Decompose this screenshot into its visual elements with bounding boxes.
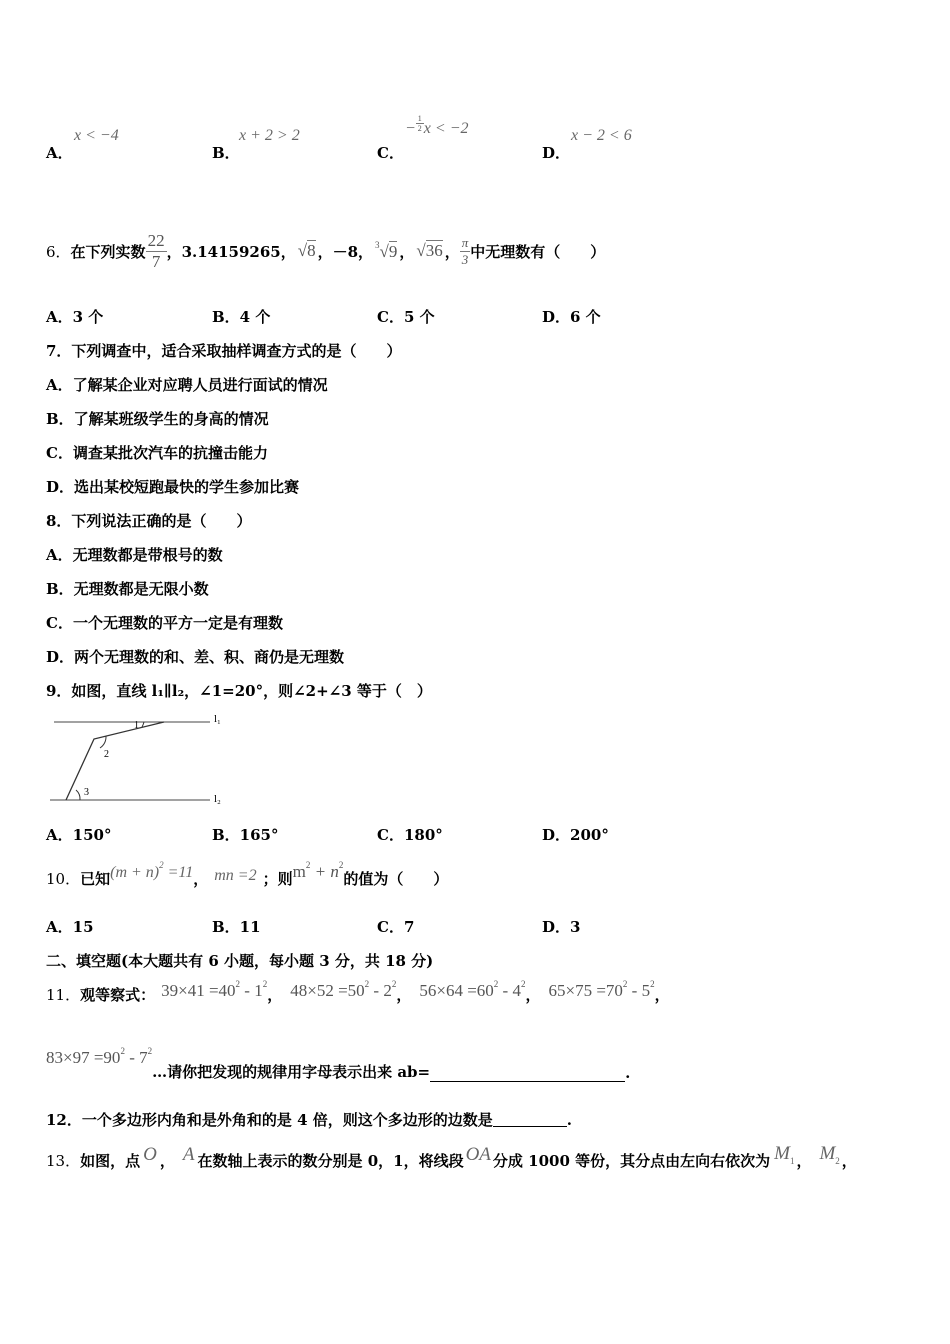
q11-continued: $83\times 97 =90^2 - 7^2$ …请你把发现的规律用字母表示出来 ab= . [46, 1046, 631, 1082]
q5-option-d-label: D． [542, 144, 571, 162]
q8-option-d: D．两个无理数的和、差、积、商仍是无理数 [46, 648, 345, 666]
broken-line [66, 722, 164, 800]
section-heading-fill-in: 二、填空题(本大题共有 6 小题，每小题 3 分，共 18 分) [46, 952, 434, 970]
q13-stem: 13． 如图，点 O ， A 在数轴上表示的数分别是 0，1，将线段 OA 分成 1000 等份，其分点由左向右依次为 $M_1$ ， $M_2$ ， [46, 1142, 857, 1170]
q10-option-b: B．11 [212, 918, 261, 936]
q5-option-b-math: x + 2 > 2 [239, 127, 300, 144]
q10-option-c: C．7 [377, 918, 415, 936]
q8-stem: 8．下列说法正确的是（ ） [46, 512, 252, 530]
q8-option-a: A．无理数都是带根号的数 [46, 546, 223, 564]
label-angle-2: 2 [104, 749, 109, 760]
q7-stem: 7．下列调查中，适合采取抽样调查方式的是（ ） [46, 342, 402, 360]
label-l2: l₂ [214, 793, 221, 805]
q9-option-a: A．150° [46, 826, 112, 844]
q10-option-a: A．15 [46, 918, 94, 936]
q11-stem: 11． 观等察式： $39\times 41 =40^2 - 1^2$ ， $48\times 52 =50^2 - 2^2$ ， $56\times 64 =60^2 - 4^2$ ， $65\times 75 =70^2 - 5^2$ ， [46, 979, 670, 1004]
q5-option-b-label: B． [212, 144, 240, 162]
q5-option-a-label: A． [46, 144, 73, 162]
q10-stem: 10． 已知 $(m + n)^2 =11$ ， mn =2 ；则 $m^2 + n^2$ 的值为（ ） [46, 860, 449, 888]
q7-option-c: C．调查某批次汽车的抗撞击能力 [46, 444, 268, 462]
q9-option-b: B．165° [212, 826, 279, 844]
q6-option-c: C．5 个 [377, 308, 435, 326]
q5-option-a-math: x < −4 [74, 127, 119, 144]
label-angle-1: 1 [134, 720, 139, 731]
sqrt-36: √36 [416, 241, 443, 260]
q12-answer-blank[interactable] [493, 1112, 567, 1127]
q5-option-c-math: − $\frac{1}{2}$ x < −2 [405, 114, 469, 137]
q6-option-a: A．3 个 [46, 308, 104, 326]
label-l1: l₁ [214, 713, 221, 725]
q7-option-d: D．选出某校短跑最快的学生参加比赛 [46, 478, 300, 496]
angle-3-arc [76, 790, 80, 800]
q12-stem: 12．一个多边形内角和是外角和的是 4 倍，则这个多边形的边数是 . [46, 1111, 572, 1129]
angle-1-arc [142, 722, 144, 727]
q9-option-d: D．200° [542, 826, 609, 844]
q5-option-d-math: x − 2 < 6 [571, 127, 632, 144]
q8-option-b: B．无理数都是无限小数 [46, 580, 209, 598]
q8-option-c: C．一个无理数的平方一定是有理数 [46, 614, 283, 632]
q7-option-a: A．了解某企业对应聘人员进行面试的情况 [46, 376, 328, 394]
q9-option-c: C．180° [377, 826, 443, 844]
q7-option-b: B．了解某班级学生的身高的情况 [46, 410, 269, 428]
q9-parallel-lines-figure [44, 708, 244, 808]
q5-option-c-label: C． [377, 144, 404, 162]
q6-option-b: B．4 个 [212, 308, 271, 326]
q11-answer-blank[interactable] [430, 1067, 625, 1082]
sqrt-8: √8 [297, 241, 316, 260]
q10-option-d: D．3 [542, 918, 581, 936]
label-angle-3: 3 [84, 787, 89, 798]
q6-stem: 6． 在下列实数 $\frac{22}{7}$ ，3.14159265， √8 ，－8， $^3$√9 ， √36 ， $\frac{\pi}{3}$ 中无理数有（ ） [46, 230, 606, 271]
q9-stem: 9．如图，直线 l₁∥l₂，∠1=20°，则∠2+∠3 等于（ ） [46, 682, 432, 700]
cbrt-9: $^3$√9 [375, 240, 398, 261]
q6-option-d: D．6 个 [542, 308, 601, 326]
